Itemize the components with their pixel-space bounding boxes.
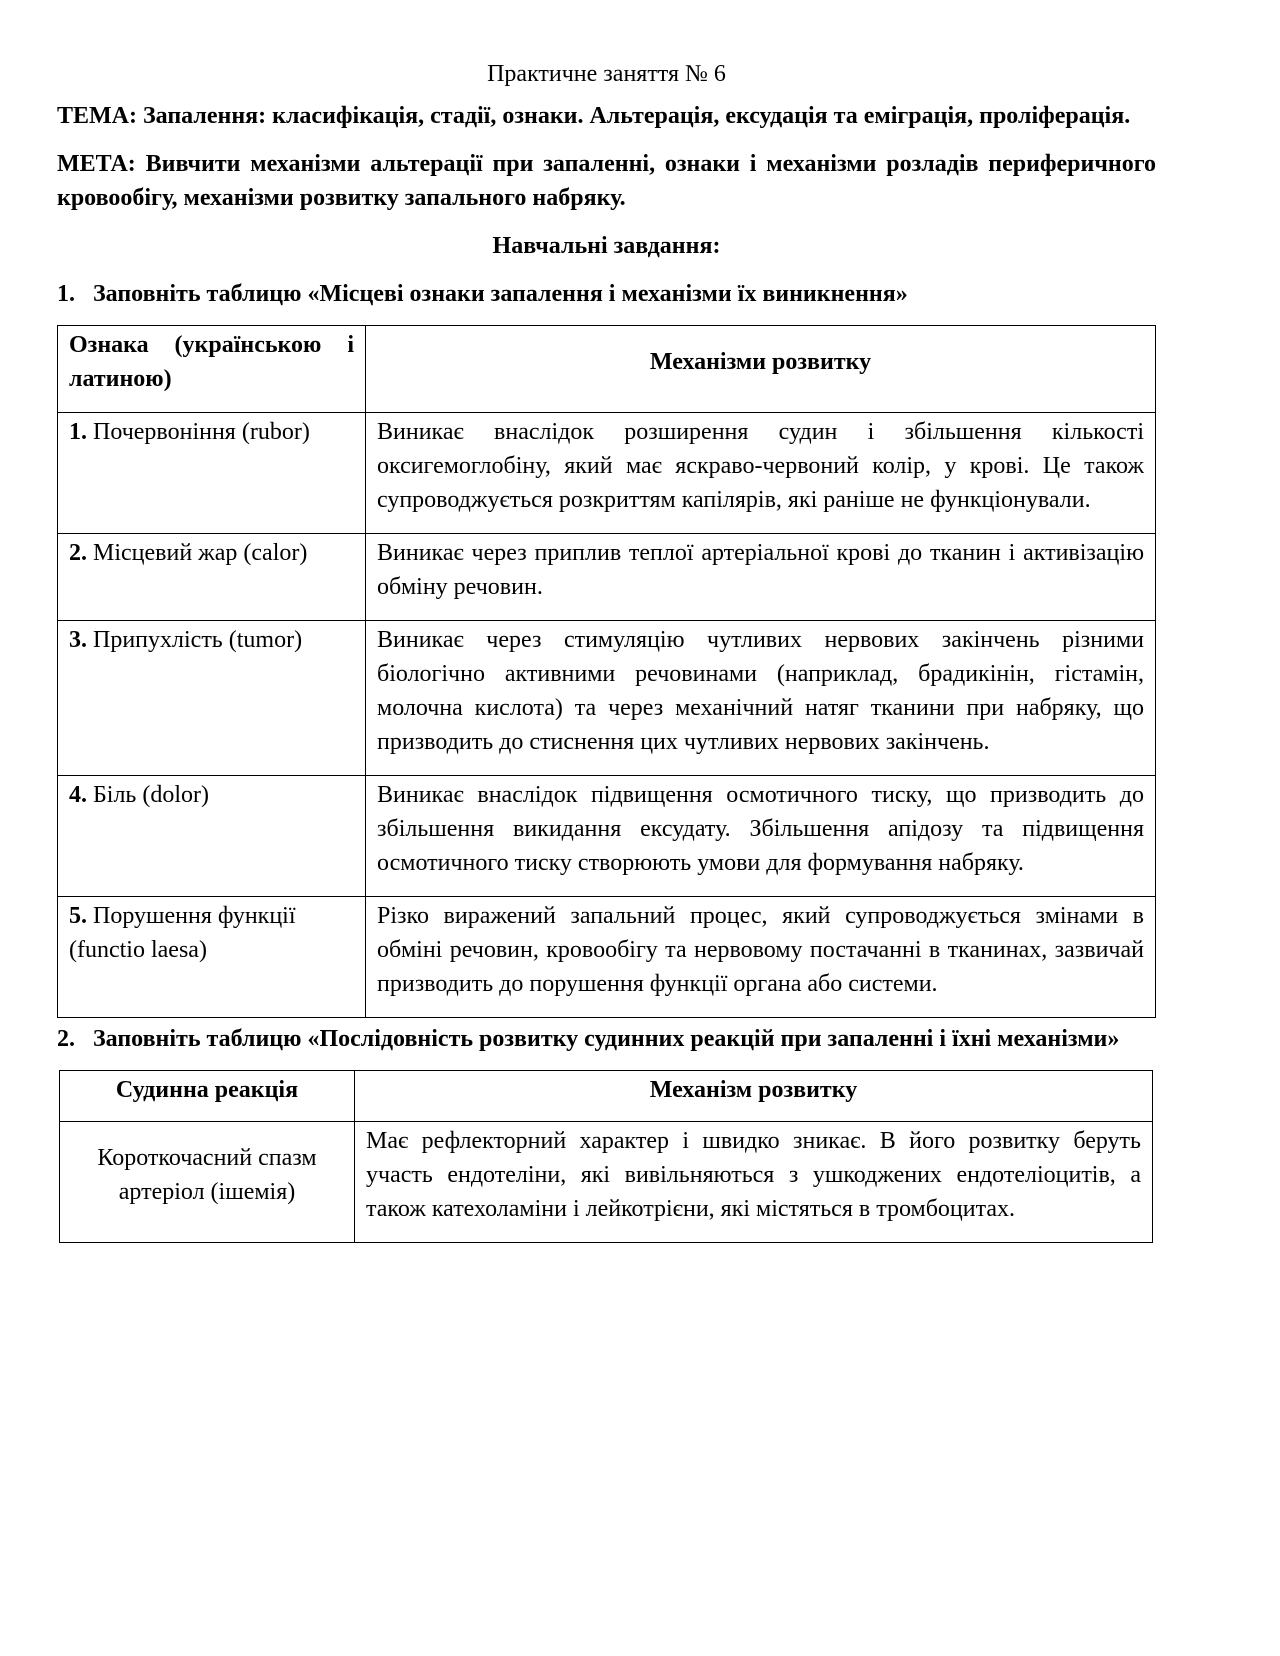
sign-text: Почервоніння (rubor) <box>93 419 310 445</box>
task-2-number: 2. <box>57 1026 75 1052</box>
reaction-cell: Короткочасний спазм артеріол (ішемія) <box>60 1122 355 1243</box>
table-row <box>60 1122 1153 1243</box>
sign-cell <box>58 776 366 897</box>
table-row <box>58 413 1156 534</box>
column-header-mechanism: Механізми розвитку <box>366 326 1156 413</box>
column-header-reaction: Судинна реакція <box>60 1071 355 1122</box>
mechanism-cell: Має рефлекторний характер і швидко зникає. В його розвитку беруть участь ендотеліни, які вивільняються з ушкоджених ендотеліоцитів, а також катехоламіни і лейкотрієни, які містяться в тромбоцитах. <box>355 1122 1153 1243</box>
sign-text: Місцевий жар (calor) <box>93 540 308 566</box>
sign-text: Порушення функції (functio laesa) <box>69 903 296 963</box>
goal-text: Вивчити механізми альтерації при запаленні, ознаки і механізми розладів периферичного кровообігу, механізми розвитку запального набряку. <box>57 151 1157 211</box>
sign-cell <box>58 534 366 621</box>
table-row <box>58 621 1156 776</box>
topic-text: Запалення: класифікація, стадії, ознаки. Альтерація, ексудація та еміграція, проліферація. <box>143 103 1131 129</box>
row-number: 5. <box>69 903 87 929</box>
sign-text: Припухлість (tumor) <box>93 627 303 653</box>
mechanism-cell: Виникає внаслідок розширення судин і збільшення кількості оксигемоглобіну, який має яскраво-червоний колір, у крові. Це також супроводжується розкриттям капілярів, які раніше не функціонували. <box>366 413 1156 534</box>
row-number: 3. <box>69 627 87 653</box>
page-title: Практичне заняття № 6 <box>487 61 726 87</box>
mechanism-cell: Виникає через приплив теплої артеріальної крові до тканин і активізацію обміну речовин. <box>366 534 1156 621</box>
row-number: 4. <box>69 782 87 808</box>
topic-paragraph <box>57 99 1156 133</box>
row-number: 1. <box>69 419 87 445</box>
task-1-heading <box>57 277 1156 311</box>
table-row <box>58 897 1156 1018</box>
tasks-heading: Навчальні завдання: <box>492 233 721 259</box>
table-row <box>58 534 1156 621</box>
column-header-mechanism: Механізм розвитку <box>355 1071 1153 1122</box>
table-header-row <box>60 1071 1153 1122</box>
goal-paragraph <box>57 147 1156 215</box>
sign-cell <box>58 621 366 776</box>
task-1-number: 1. <box>57 281 75 307</box>
goal-label: МЕТА: <box>57 151 136 177</box>
mechanism-cell: Різко виражений запальний процес, який супроводжується змінами в обміні речовин, кровообігу та нервовому постачанні в тканинах, зазвичай призводить до порушення функції органа або системи. <box>366 897 1156 1018</box>
mechanism-cell: Виникає внаслідок підвищення осмотичного тиску, що призводить до збільшення викидання ексудату. Збільшення апідозу та підвищення осмотичного тиску створюють умови для формування набряку. <box>366 776 1156 897</box>
sign-text: Біль (dolor) <box>93 782 210 808</box>
task-2-text: Заповніть таблицю «Послідовність розвитку судинних реакцій при запаленні і їхні механізми» <box>93 1026 1120 1052</box>
row-number: 2. <box>69 540 87 566</box>
column-header-sign: Ознака (українською і латиною) <box>58 326 366 413</box>
topic-label: ТЕМА: <box>57 103 137 129</box>
mechanism-cell: Виникає через стимуляцію чутливих нервових закінчень різними біологічно активними речовинами (наприклад, брадикінін, гістамін, молочна кислота) та через механічний натяг тканини при набряку, що призводить до стиснення цих чутливих нервових закінчень. <box>366 621 1156 776</box>
vascular-reactions-table <box>59 1070 1153 1243</box>
table-header-row <box>58 326 1156 413</box>
task-2-heading <box>57 1022 1156 1056</box>
task-1-text: Заповніть таблицю «Місцеві ознаки запалення і механізми їх виникнення» <box>93 281 908 307</box>
sign-cell <box>58 897 366 1018</box>
table-row <box>58 776 1156 897</box>
sign-cell <box>58 413 366 534</box>
local-signs-table <box>57 325 1156 1018</box>
